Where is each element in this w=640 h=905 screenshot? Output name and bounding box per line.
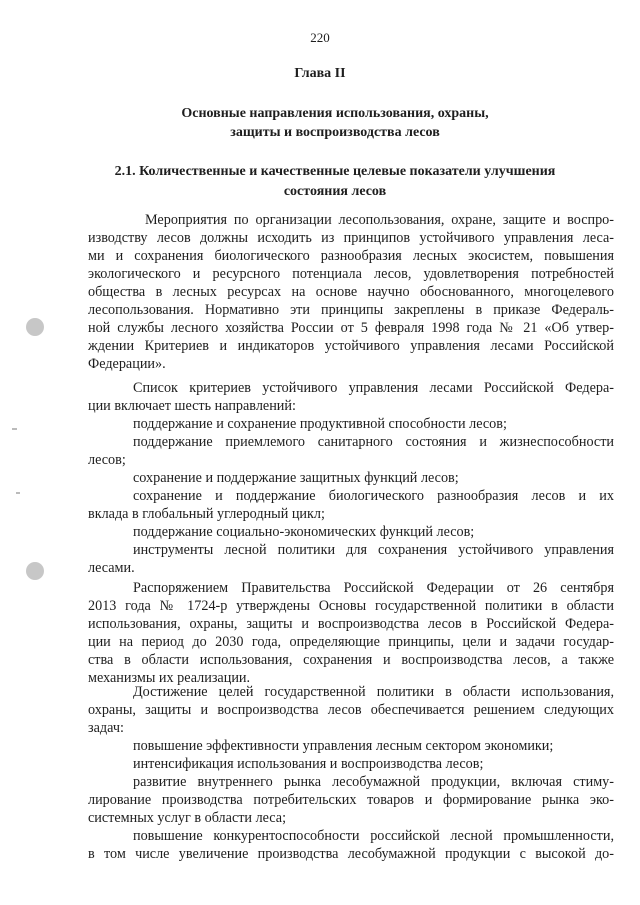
text-line: поддержание приемлемого санитарного состояния и жизнеспособности [133,434,614,450]
text-line: 2013 года № 1724-р утверждены Основы государственной политики в области [88,598,614,614]
subsection-title-line: 2.1. Количественные и качественные целевые показатели улучшения [114,164,556,179]
text-line: вклада в глобальный углеродный цикл; [88,506,325,522]
text-line: интенсификация использования и воспроизводства лесов; [133,756,484,772]
text-line: Список критериев устойчивого управления лесами Российской Федера- [133,380,614,396]
text-line: ждении Критериев и индикаторов устойчивого управления лесами Российской [88,338,614,354]
text-line: сохранение и поддержание биологического разнообразия лесов и их [133,488,614,504]
text-line: ции на период до 2030 года, определяющие принципы, цели и задачи государ- [88,634,614,650]
subsection-title [110,162,560,202]
text-line: механизмы их реализации. [88,670,251,686]
text-line: Достижение целей государственной политики в области использования, [133,684,614,700]
text-line: поддержание и сохранение продуктивной способности лесов; [133,416,507,432]
section-title-line: Основные направления использования, охраны, [181,106,489,121]
text-line: ции включает шесть направлений: [88,398,296,414]
text-line: задач: [88,720,124,736]
margin-mark [12,428,17,430]
text-line: развитие внутреннего рынка лесобумажной продукции, включая стиму- [133,774,614,790]
text-line: ми и сохранения биологического разнообразия лесных экосистем, повышения [88,248,614,264]
section-title-line: защиты и воспроизводства лесов [230,125,440,140]
text-line: ства в области использования, сохранения и воспроизводства лесов, а также [88,652,614,668]
text-line: лесопользования. Нормативно эти принципы закреплены в приказе Федераль- [88,302,614,318]
text-line: лесов; [88,452,126,468]
punch-hole [26,562,44,580]
text-line: лирование производства потребительских товаров и формирование рынка эко- [88,792,614,808]
text-line: повышение эффективности управления лесным сектором экономики; [133,738,554,754]
page-number: 220 [310,30,330,45]
chapter-heading: Глава II [294,66,346,81]
text-line: общества в лесных ресурсах на основе научно обоснованного, многоцелевого [88,284,614,300]
text-line: охраны, защиты и воспроизводства лесов обеспечивается решением следующих [88,702,614,718]
text-line: ной службы лесного хозяйства России от 5 февраля 1998 года № 21 «Об утвер- [88,320,614,336]
text-line: лесами. [88,560,135,576]
text-line: системных услуг в области леса; [88,810,287,826]
subsection-title-line: состояния лесов [283,184,387,199]
text-line: изводству лесов должны исходить из принципов устойчивого управления леса- [88,230,614,246]
margin-mark [16,492,20,494]
punch-hole [26,318,44,336]
text-line: Мероприятия по организации лесопользования, охране, защите и воспро- [145,212,614,228]
text-line: повышение конкурентоспособности российской лесной промышленности, [133,828,614,844]
text-line: использования, охраны, защиты и воспроизводства лесов в Российской Федера- [88,616,614,632]
text-line: экологического и ресурсного потенциала лесов, удовлетворения потребностей [88,266,614,282]
text-line: Федерации». [88,356,166,372]
text-line: в том числе увеличение производства лесобумажной продукции с высокой до- [88,846,614,862]
text-line: Распоряжением Правительства Российской Федерации от 26 сентября [133,580,614,596]
section-title [150,104,520,142]
text-line: поддержание социально-экономических функций лесов; [133,524,475,540]
text-line: сохранение и поддержание защитных функций лесов; [133,470,459,486]
text-line: инструменты лесной политики для сохранения устойчивого управления [133,542,614,558]
